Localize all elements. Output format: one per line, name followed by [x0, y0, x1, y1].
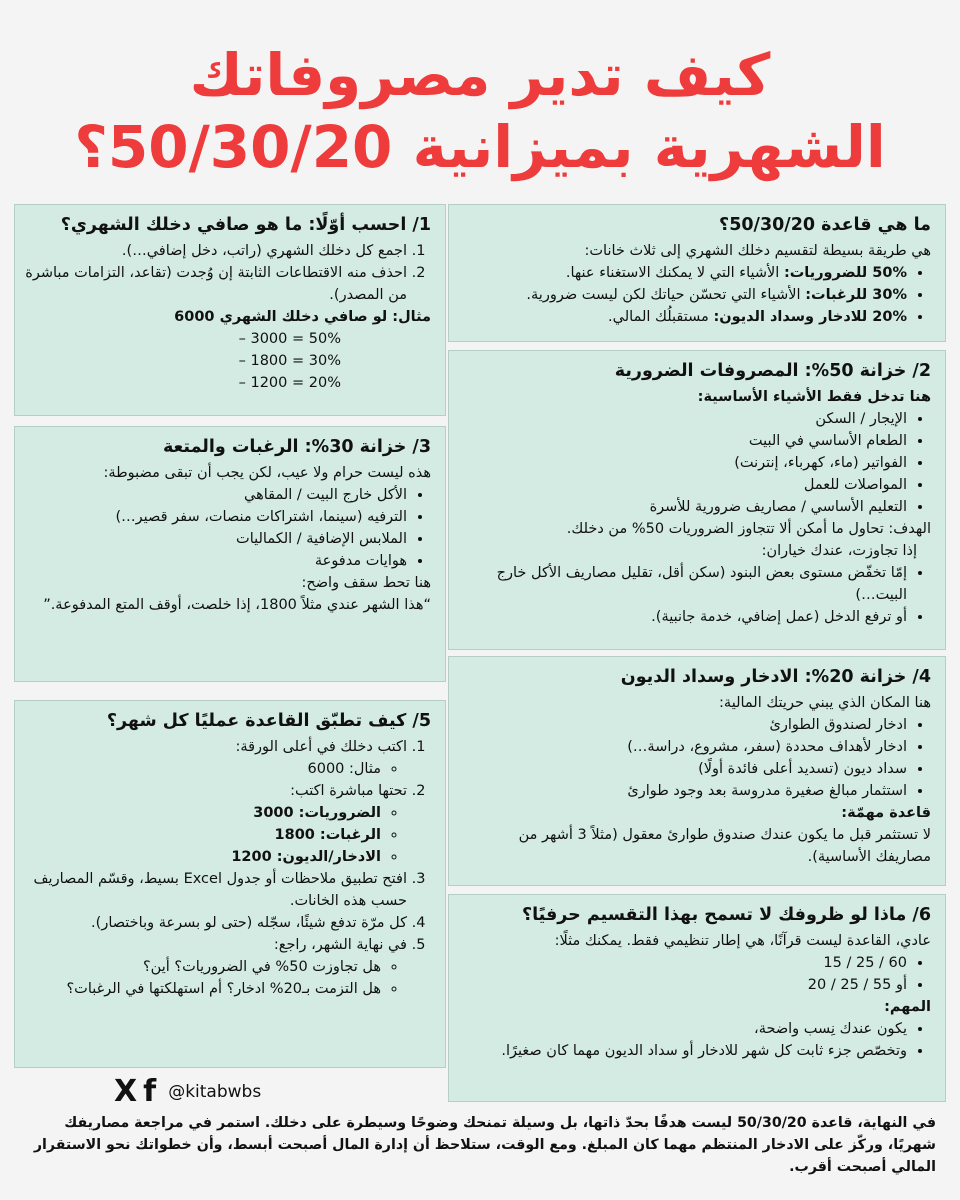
step1-example-label: مثال: لو صافي دخلك الشهري 6000	[174, 309, 431, 325]
flex-important-label: المهم:	[884, 999, 931, 1015]
list-item: 1. اجمع كل دخلك الشهري (راتب، دخل إضافي…).	[25, 240, 407, 262]
what-is-rule-card	[448, 204, 946, 342]
item-text: مستقبلُك المالي.	[608, 309, 714, 325]
list-item: • سداد ديون (تسديد أعلى فائدة أولًا)	[459, 758, 907, 780]
list-item: • أو 55 / 25 / 20	[459, 974, 907, 996]
list-item: • ادخار لصندوق الطوارئ	[459, 714, 907, 736]
list-item: • التعليم الأساسي / مصاريف ضرورية للأسرة	[459, 496, 907, 518]
item-bold: 20% للادخار وسداد الديون:	[713, 309, 907, 325]
handle-text: @kitabwbs	[168, 1082, 262, 1102]
item-bold: 50% للضروريات:	[783, 265, 907, 281]
sub-list	[25, 758, 407, 780]
item-text: الأشياء التي تحسّن حياتك لكن ليست ضرورية.	[526, 287, 806, 303]
list-item: • الطعام الأساسي في البيت	[459, 430, 907, 452]
list-item: 2. احذف منه الاقتطاعات الثابتة إن وُجدت (تقاعد، التزامات مباشرة من المصدر).	[25, 262, 407, 306]
apply-steps	[25, 736, 431, 1000]
wants-card	[14, 426, 446, 682]
list-item: • الأكل خارج البيت / المقاهي	[25, 484, 407, 506]
list-item: 4. كل مرّة تدفع شيئًا، سجّله (حتى لو بسرعة وباختصار).	[25, 912, 407, 934]
apply-heading: 5/ كيف تطبّق القاعدة عمليًا كل شهر؟	[106, 711, 431, 731]
savings-rule-label: قاعدة مهمّة:	[841, 805, 931, 821]
needs-heading: 2/ خزانة 50%: المصروفات الضرورية	[614, 361, 931, 381]
list-item: • يكون عندك نِسب واضحة،	[459, 1018, 907, 1040]
example-line: 50% = 3000 –	[238, 331, 341, 347]
page-title-line-1: كيف تدير مصروفاتك	[189, 41, 771, 109]
sub-item: ◦ مثال: 6000	[25, 758, 381, 780]
page-title-line-2: الشهرية بميزانية 50/30/20؟	[74, 113, 886, 181]
flex-list	[459, 952, 931, 996]
example-line: 20% = 1200 –	[238, 375, 341, 391]
savings-list	[459, 714, 931, 802]
flex-intro: عادي، القاعدة ليست قرآنًا، هي إطار تنظيمي فقط. يمكنك مثلًا:	[554, 933, 931, 949]
x-logo-icon[interactable]: X	[114, 1074, 138, 1109]
step-text: اكتب دخلك في أعلى الورقة:	[235, 739, 407, 755]
sub-item: ◦ الضروريات: 3000	[25, 802, 381, 824]
footer-text: في النهاية، قاعدة 50/30/20 ليست هدفًا بحدّ ذاتها، بل وسيلة تمنحك وضوحًا وسيطرة على دخلك. استمر في مراجعة مصاريفك شهريًا، وركّز على الادخار المنتظم مهما كان المبلغ. ومع الوقت، ستلاحظ أن إدارة المال أصبحت أبسط، وأن خطواتك نحو الاستقرار المالي أصبحت أقرب.	[33, 1115, 936, 1175]
what-is-rule-list	[459, 262, 931, 328]
sub-item: ◦ الادخار/الديون: 1200	[25, 846, 381, 868]
sub-item: ◦ هل التزمت بـ20% ادخار؟ أم استهلكتها في الرغبات؟	[25, 978, 381, 1000]
apply-card	[14, 700, 446, 1068]
needs-list	[459, 408, 931, 518]
wants-cap-quote: “هذا الشهر عندي مثلاً 1800، إذا خلصت، أوقف المتع المدفوعة.”	[43, 597, 431, 613]
list-item	[459, 262, 907, 284]
savings-intro: هنا المكان الذي يبني حريتك المالية:	[719, 695, 931, 711]
list-item: • ادخار لأهداف محددة (سفر، مشروع، دراسة…)	[459, 736, 907, 758]
list-item: • أو ترفع الدخل (عمل إضافي، خدمة جانبية).	[459, 606, 907, 628]
sub-list	[25, 956, 407, 1000]
flex-heading: 6/ ماذا لو ظروفك لا تسمح بهذا التقسيم حرفيًا؟	[521, 905, 931, 925]
item-bold: 30% للرغبات:	[805, 287, 907, 303]
savings-heading: 4/ خزانة 20%: الادخار وسداد الديون	[620, 667, 931, 687]
list-item: • إمّا تخفّض مستوى بعض البنود (سكن أقل، تقليل مصاريف الأكل خارج البيت…)	[459, 562, 907, 606]
list-item: • هوايات مدفوعة	[25, 550, 407, 572]
needs-exceed: إذا تجاوزت، عندك خياران:	[761, 543, 917, 559]
list-item	[459, 284, 907, 306]
list-item: • 60 / 25 / 15	[459, 952, 907, 974]
savings-card	[448, 656, 946, 886]
social-handle	[114, 1072, 314, 1112]
what-is-rule-intro: هي طريقة بسيطة لتقسيم دخلك الشهري إلى ثلاث خانات:	[584, 243, 931, 259]
example-line: 30% = 1800 –	[238, 353, 341, 369]
list-item: • الترفيه (سينما، اشتراكات منصات، سفر قصير…)	[25, 506, 407, 528]
step1-card	[14, 204, 446, 416]
flex-important-list	[459, 1018, 931, 1062]
list-item: • الفواتير (ماء، كهرباء، إنترنت)	[459, 452, 907, 474]
wants-list	[25, 484, 431, 572]
step1-list	[25, 240, 431, 306]
needs-sub: هنا تدخل فقط الأشياء الأساسية:	[697, 389, 931, 405]
list-item	[25, 934, 407, 1000]
list-item	[459, 306, 907, 328]
needs-options	[459, 562, 931, 628]
list-item: 3. افتح تطبيق ملاحظات أو جدول Excel بسيط، وقسّم المصاريف حسب هذه الخانات.	[25, 868, 407, 912]
needs-card	[448, 350, 946, 650]
list-item	[25, 780, 407, 868]
item-text: الأشياء التي لا يمكنك الاستغناء عنها.	[565, 265, 784, 281]
wants-intro: هذه ليست حرام ولا عيب، لكن يجب أن تبقى مضبوطة:	[103, 465, 431, 481]
step-text: تحتها مباشرة اكتب:	[290, 783, 407, 799]
list-item: • الإيجار / السكن	[459, 408, 907, 430]
list-item: • استثمار مبالغ صغيرة مدروسة بعد وجود طوارئ	[459, 780, 907, 802]
facebook-logo-icon[interactable]: f	[143, 1074, 157, 1109]
sub-list	[25, 802, 407, 868]
sub-item: ◦ الرغبات: 1800	[25, 824, 381, 846]
list-item: • المواصلات للعمل	[459, 474, 907, 496]
what-is-rule-heading: ما هي قاعدة 50/30/20؟	[719, 215, 931, 235]
savings-rule-text: لا تستثمر قبل ما يكون عندك صندوق طوارئ معقول (مثلاً 3 أشهر من مصاريفك الأساسية).	[518, 827, 931, 865]
list-item	[25, 736, 407, 780]
wants-cap-label: هنا تحط سقف واضح:	[301, 575, 431, 591]
sub-item: ◦ هل تجاوزت 50% في الضروريات؟ أين؟	[25, 956, 381, 978]
flex-card	[448, 894, 946, 1102]
list-item: • الملابس الإضافية / الكماليات	[25, 528, 407, 550]
step-text: في نهاية الشهر، راجع:	[273, 937, 407, 953]
list-item: • وتخصّص جزء ثابت كل شهر للادخار أو سداد الديون مهما كان صغيرًا.	[459, 1040, 907, 1062]
needs-goal: الهدف: تحاول ما أمكن ألا تتجاوز الضروريات 50% من دخلك.	[566, 521, 931, 537]
step1-heading: 1/ احسب أوّلًا: ما هو صافي دخلك الشهري؟	[60, 215, 431, 235]
wants-heading: 3/ خزانة 30%: الرغبات والمتعة	[162, 437, 431, 457]
